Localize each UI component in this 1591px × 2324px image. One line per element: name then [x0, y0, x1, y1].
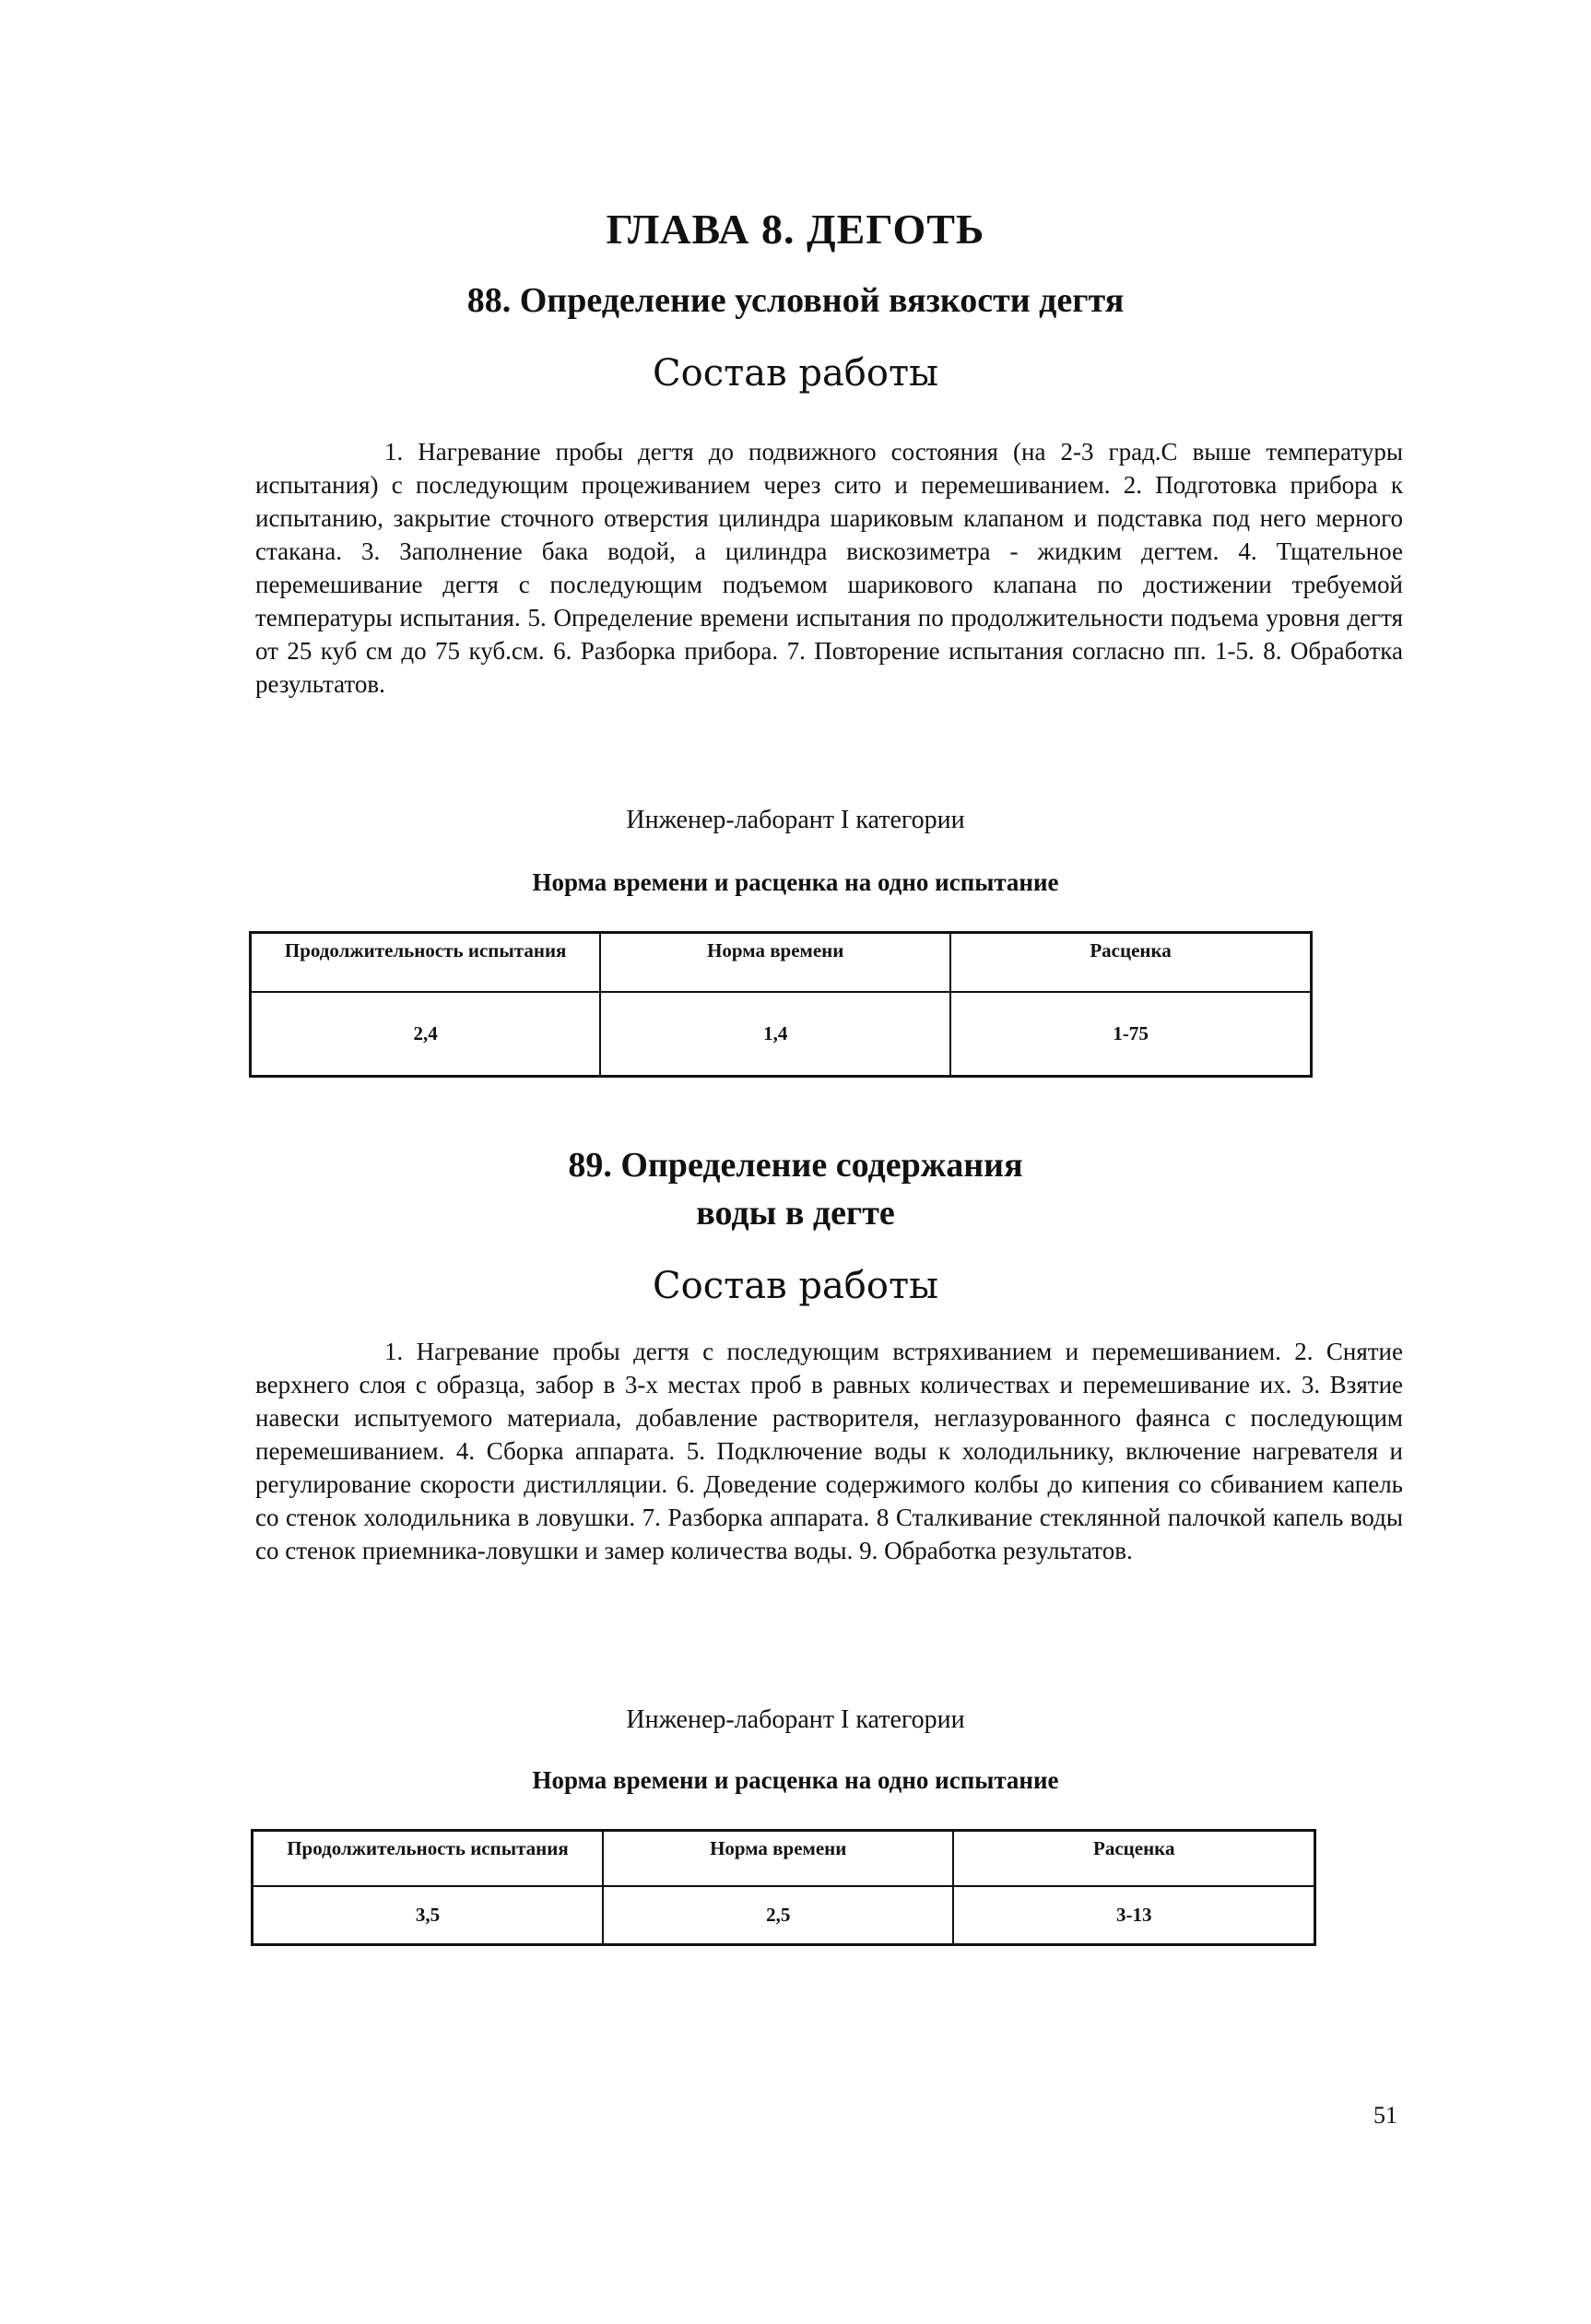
section-89-title-line2: воды в дегте — [696, 1194, 895, 1233]
table-header-cell: Норма времени — [600, 933, 950, 992]
table-header-cell: Норма времени — [603, 1831, 953, 1886]
table-cell: 3-13 — [953, 1886, 1314, 1945]
section-88-norm-heading: Норма времени и расценка на одно испытание — [532, 868, 1059, 896]
table-cell: 2,5 — [603, 1886, 953, 1945]
section-89-body: 1. Нагревание пробы дегтя с последующим встряхиванием и перемешиванием. 2. Снятие верхнего слоя с образца, забор в 3-х местах проб в равных количествах и перемешивание их. 3. Взятие навески испытуемого материала, добавление растворителя, неглазурованного фаянса с последующим перемешиванием. 4. Сборка аппарата. 5. Подключение воды к холодильнику, включение нагревателя и регулирование скорости дистилляции. 6. Доведение содержимого колбы до кипения со сбиванием капель со стенок холодильника в ловушки. 7. Разборка аппарата. 8 Сталкивание стеклянной палочкой капель воды со стенок приемника-ловушки и замер количества воды. 9. Обработка результатов. — [255, 1338, 1403, 1564]
table-header-cell: Расценка — [950, 933, 1311, 992]
section-88-performer: Инженер-лаборант I категории — [626, 806, 965, 834]
table-cell: 3,5 — [253, 1886, 603, 1945]
section-88-body: 1. Нагревание пробы дегтя до подвижного состояния (на 2-3 град.С выше температуры испытания) с последующим процеживанием через сито и перемешиванием. 2. Подготовка прибора к испытанию, закрытие сточного отверстия цилиндра шариковым клапаном и подставка под него мерного стакана. 3. Заполнение бака водой, а цилиндра вискозиметра - жидким дегтем. 4. Тщательное перемешивание дегтя с последующим подъемом шарикового клапана по достижении требуемой температуры испытания. 5. Определение времени испытания по продолжительности подъема уровня дегтя от 25 куб см до 75 куб.см. 6. Разборка прибора. 7. Повторение испытания согласно пп. 1-5. 8. Обработка результатов. — [255, 438, 1403, 698]
chapter-title: ГЛАВА 8. ДЕГОТЬ — [606, 206, 985, 253]
table-cell: 1,4 — [600, 992, 950, 1077]
table-cell: 1-75 — [950, 992, 1311, 1077]
table-row — [253, 1886, 1315, 1945]
section-89-norm-table — [251, 1829, 1316, 1946]
section-89-performer: Инженер-лаборант I категории — [626, 1705, 965, 1734]
table-cell: 2,4 — [251, 992, 601, 1077]
section-88-norm-table — [249, 931, 1313, 1078]
table-header-row — [253, 1831, 1315, 1886]
table-row — [251, 992, 1312, 1077]
table-header-cell: Продолжительность испытания — [251, 933, 601, 992]
page-number: 51 — [1373, 2102, 1397, 2129]
section-89-title-line1: 89. Определение содержания — [568, 1146, 1023, 1185]
section-89-norm-heading: Норма времени и расценка на одно испытание — [532, 1766, 1059, 1794]
table-header-row — [251, 933, 1312, 992]
table-header-cell: Расценка — [953, 1831, 1314, 1886]
section-89-composition-heading: Состав работы — [653, 1265, 938, 1307]
table-header-cell: Продолжительность испытания — [253, 1831, 603, 1886]
section-88-title: 88. Определение условной вязкости дегтя — [466, 281, 1125, 320]
section-88-composition-heading: Состав работы — [653, 352, 938, 395]
